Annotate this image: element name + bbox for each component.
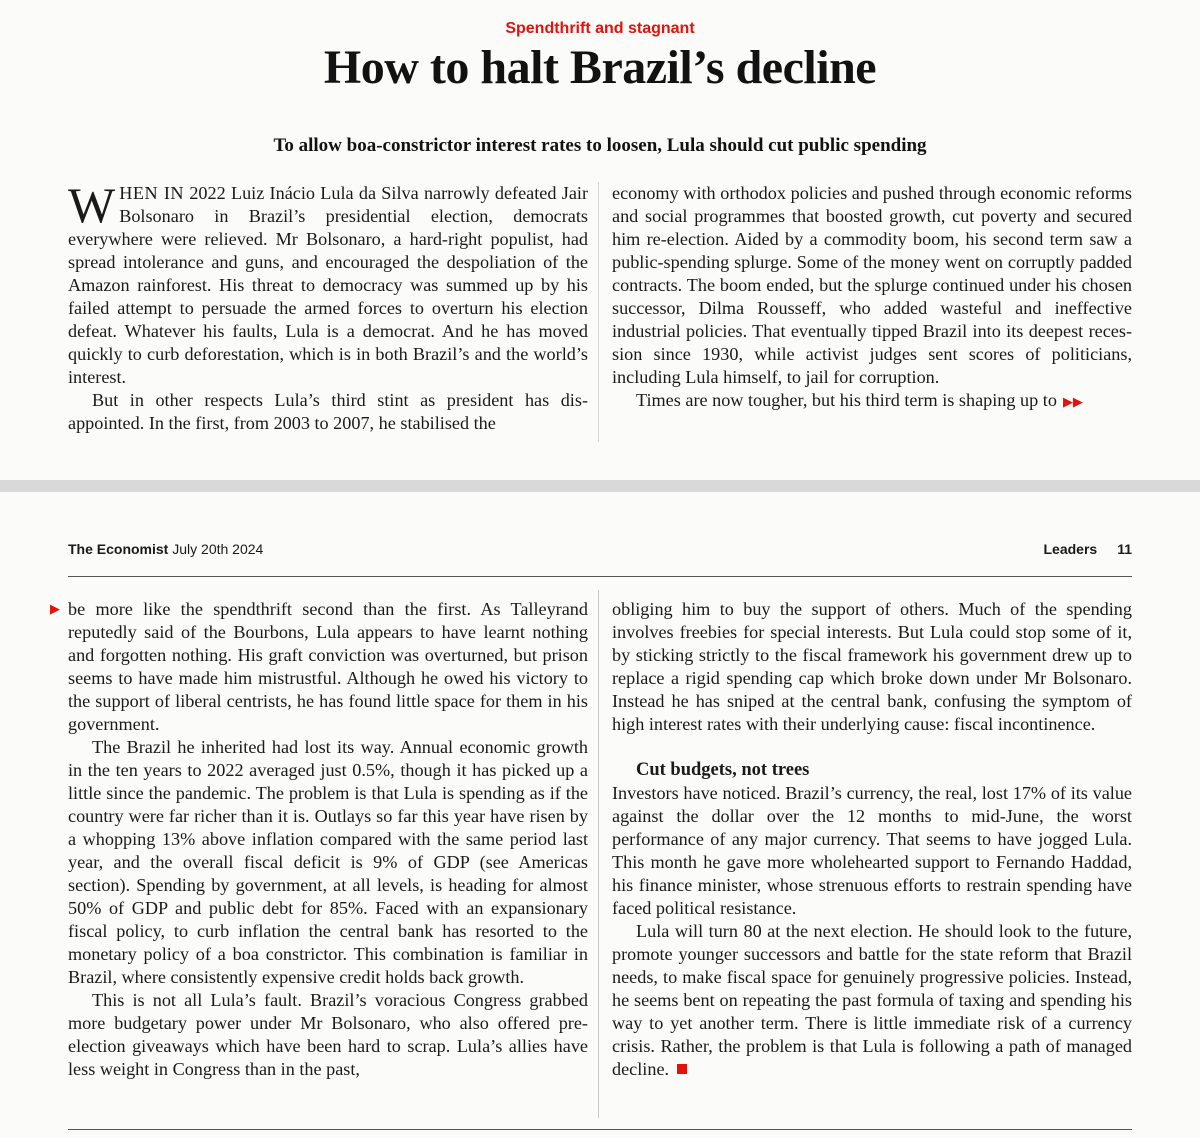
page-number: 11 (1117, 541, 1132, 557)
paragraph-text: Times are now tougher, but his third term is shaping up to (636, 390, 1057, 410)
column-4 (612, 598, 1132, 1081)
section-page (1043, 541, 1132, 557)
column-divider (598, 590, 599, 1118)
paragraph: obliging him to buy the support of others. Much of the spending involves freebies for special interests. But Lula could stop some of it, by sticking strictly to the fiscal framework his government drew up to replace a rigid spending cap which broke down under Mr Bolsonaro. Instead he has sniped at the central bank, confusing the symptom of high interest rates with their underlying cause: fiscal incontinence. (612, 599, 1132, 734)
paragraph: This is not all Lula’s fault. Brazil’s voracious Congress grabbed more budgetary power under Mr Bolsonaro, who also offered pre-election giveaways which have been hard to scrap. Lula’s allies have less weight in Congress than in the past, (68, 990, 588, 1079)
column-1 (68, 177, 588, 435)
paragraph: be more like the spendthrift second than the first. As Talleyrand reputedly said of the Bourbons, Lula appears to have learnt nothing and forgotten nothing. His graft conviction was overturned, but prison seems to have made him mistrustful. Although he owed his victory to the support of liberal centrists, he has found little space for them in his government. (68, 599, 588, 734)
paragraph (68, 177, 588, 389)
paragraph-text: 2022 Luiz Inácio Lula da Silva narrowly defeated Jair Bolsonaro in Brazil’s presidential election, democrats everywhere were relieved. Mr Bolsonaro, a hard-right populist, had spread intolerance and guns, and encouraged the despoliation of the Amazon rainforest. His threat to democracy was summed up by his failed attempt to persuade the armed forces to overturn his election defeat. Whatever his faults, Lula is a democrat. And he has moved quickly to curb deforestation, which is in both Brazil’s and the world’s interest. (68, 183, 588, 387)
column-divider (598, 182, 599, 442)
paragraph: Investors have noticed. Brazil’s currency, the real, lost 17% of its value against the dollar over the 12 months to mid-June, the worst performance of any major currency. That seems to have jogged Lula. This month he gave more wholehearted support to Fernando Haddad, his finance minister, whose strenuous efforts to restrain spending have faced political resistance. (612, 783, 1132, 918)
column-3 (68, 598, 588, 1081)
footer-rule (68, 1129, 1132, 1130)
page-header (68, 541, 1132, 563)
header-rule (68, 576, 1132, 577)
column-2 (612, 182, 1132, 414)
subheading: Cut budgets, not trees (636, 760, 810, 780)
paragraph: But in other respects Lula’s third stint as president has disappointed. In the first, from 2003 to 2007, he stabilised the (68, 390, 588, 433)
paragraph (612, 389, 1132, 414)
paragraph-text: Lula will turn 80 at the next election. He should look to the future, promote younger successors and battle for the state reform that Brazil needs, to make fiscal space for genuinely progressive policies. Instead, he seems bent on repeating the past formula of taxing and spending his way to yet another term. There is little immediate risk of a currency crisis. Rather, the problem is that Lula is following a path of managed decline. (612, 921, 1132, 1079)
headline: How to halt Brazil’s decline (323, 41, 877, 94)
standfirst: To allow boa-constrictor interest rates to loosen, Lula should cut public spending (273, 135, 927, 156)
publication-name: The Economist (68, 541, 169, 557)
lead-small-caps: HEN IN (119, 183, 185, 203)
drop-cap: W (68, 177, 116, 233)
continued-marker-icon: ▶ (50, 602, 60, 617)
paragraph: The Brazil he inherited had lost its way. Annual economic growth in the ten years to 2022 averaged just 0.5%, though it has picked up a little since the pandemic. The problem is that Lula is spending as if the country were far richer than it is. Outlays so far this year have risen by a whopping 13% above inflation compared with the same period last year, and the overall fiscal deficit is 9% of GDP (see Americas section). Spending by government, at all levels, is heading for almost 50% of GDP and public debt for 85%. Faced with an expansionary fiscal policy, to curb inflation the central bank has resorted to the monetary policy of a boa constrictor. This combination is familiar in Brazil, where consistently expensive credit holds back growth. (68, 737, 588, 987)
kicker: Spendthrift and stagnant (505, 20, 695, 37)
paragraph: economy with orthodox policies and pushed through economic reforms and social programmes that boosted growth, cut poverty and secured him re-election. Aided by a commodity boom, his second term saw a public-spending splurge. Some of the money went on corruptly padded contracts. The boom ended, but the splurge continued under his chosen successor, Dilma Rousseff, who added wasteful and ineffective industrial policies. That eventually tipped Brazil into its deepest recession since 1930, while activist judges sent scores of politicians, including Lula himself, to jail for corruption. (612, 183, 1132, 387)
end-mark-icon (677, 1064, 687, 1074)
paragraph (612, 920, 1132, 1081)
issue-date: July 20th 2024 (172, 541, 264, 557)
continue-arrow-icon: ▶▶ (1062, 395, 1083, 410)
article-top-panel (0, 0, 1200, 480)
section-name: Leaders (1043, 541, 1098, 557)
